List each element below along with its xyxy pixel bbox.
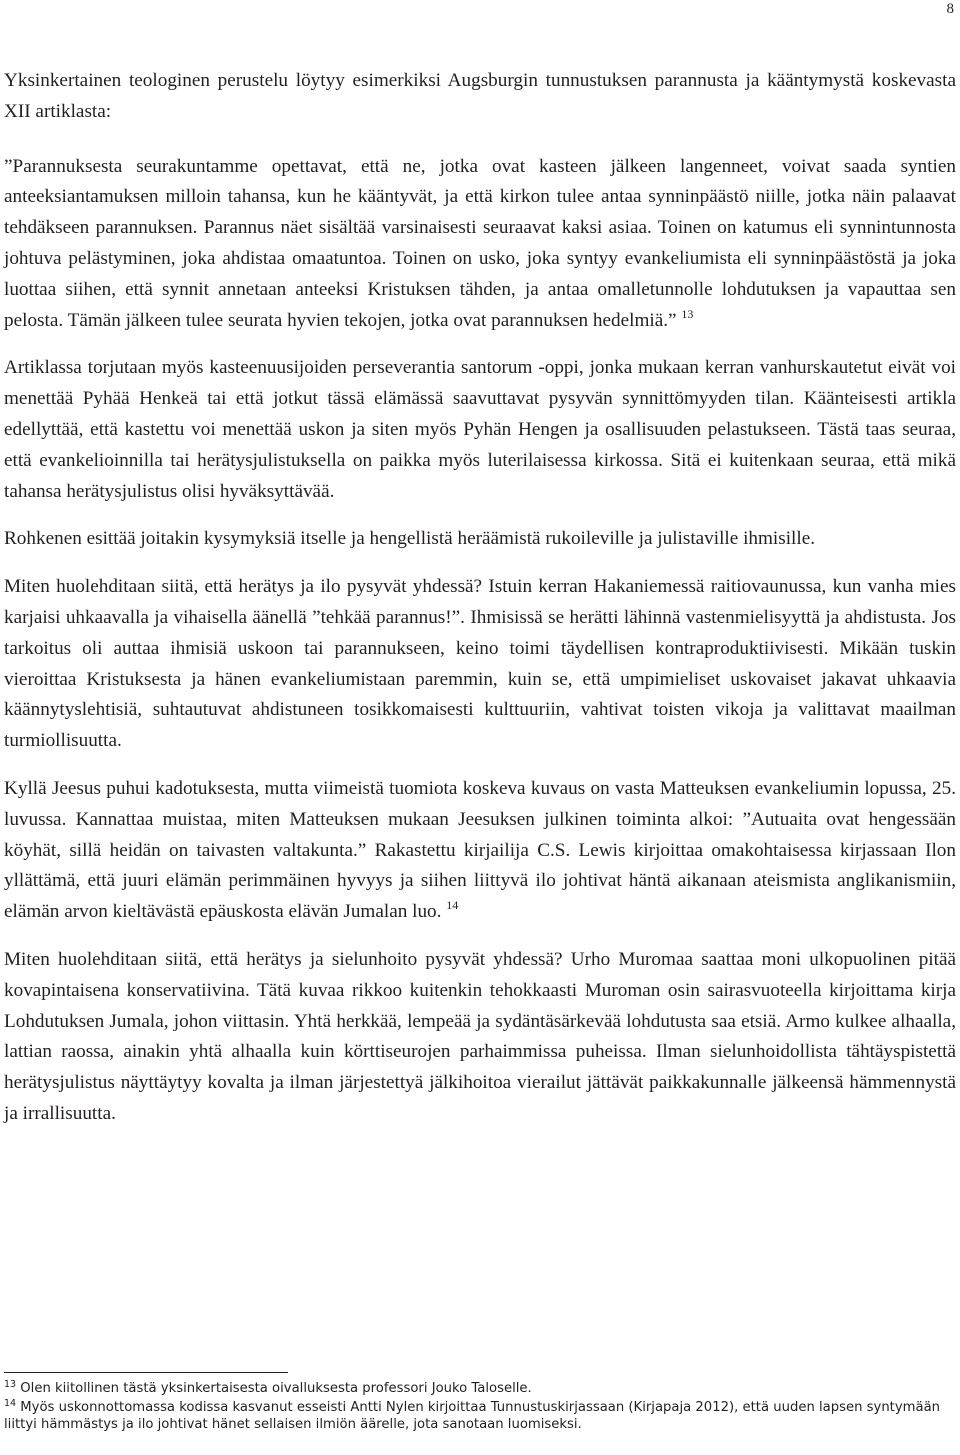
footnotes [4, 1380, 956, 1435]
footnote-text: Olen kiitollinen tästä yksinkertaisesta oivalluksesta professori Jouko Taloselle. [20, 1381, 532, 1396]
footnote-13 [4, 1380, 956, 1397]
intro-paragraph [4, 66, 956, 128]
footnote-14 [4, 1399, 956, 1433]
footnote-text: Myös uskonnottomassa kodissa kasvanut esseisti Antti Nylen kirjoittaa Tunnustuskirjassaan (Kirjapaja 2012), että uuden lapsen syntymään liittyi hämmästys ja ilo johtivat hänet sellaisen ilmiön äärelle, jota sanotaan luomiseksi. [4, 1400, 941, 1432]
paragraph-text: Rohkenen esittää joitakin kysymyksiä itselle ja hengellistä heräämistä rukoileville ja julistaville ihmisille. [4, 528, 816, 550]
footnote-number: 13 [4, 1379, 17, 1390]
footnote-ref-13: 13 [681, 306, 694, 321]
paragraph-text: ”Parannuksesta seurakuntamme opettavat, että ne, jotka ovat kasteen jälkeen langenneet, voivat saada syntien anteeksiantamuksen milloin tahansa, kun he kääntyvät, ja että kirkon tulee antaa synninpäästö niille, jotka näin palaavat tehdäkseen parannuksen. Parannus näet sisältää varsinaisesti seuraavat kaksi asiaa. Toinen on katumus eli synnintunnosta johtuva pelästyminen, joka ahdistaa omaatuntoa. Toinen on usko, joka syntyy evankeliumista eli synninpäästöstä ja joka luottaa siihen, että synnit annetaan anteeksi Kristuksen tähden, ja antaa omalletunnolle lohdutuksen ja vapauttaa sen pelosta. Tämän jälkeen tulee seurata hyvien tekojen, jotka ovat parannuksen hedelmiä.” [4, 155, 956, 331]
footnote-ref-14: 14 [446, 898, 459, 913]
revival-joy-paragraph [4, 572, 956, 757]
judgment-paragraph [4, 774, 956, 928]
article-paragraph [4, 353, 956, 507]
paragraph-text: Artiklassa torjutaan myös kasteenuusijoiden perseverantia santorum -oppi, jonka mukaan kerran vanhurskautetut eivät voi menettää Pyhää Henkeä tai että jotkut tässä elämässä saavuttavat pysyvän synnittömyyden tilan. Käänteisesti artikla edellyttää, että kastettu voi menettää uskon ja siten myös Pyhän Hengen ja osallisuuden pelastukseen. Tästä taas seuraa, että evankelioinnilla tai herätysjulistuksella on paikka myös luterilaisessa kirkossa. Sitä ei kuitenkaan seuraa, että mikä tahansa herätysjulistus olisi hyväksyttävää. [4, 357, 956, 502]
paragraph-text: Miten huolehditaan siitä, että herätys ja sielunhoito pysyvät yhdessä? Urho Muromaa saattaa moni ulkopuolinen pitää kovapintaisena konservatiivina. Tätä kuvaa rikkoo kuitenkin tehokkaasti Muroman osin sairasvuoteella kirjoittama kirja Lohdutuksen Jumala, johon viittasin. Yhtä herkkää, lempeää ja sydäntäsärkevää lohdutusta saa etsiä. Armo kulkee alhaalla, lattian raossa, ainakin yhtä alhaalla kuin körttiseurojen parhaimmissa puheissa. Ilman sielunhoidollista tähtäyspistettä herätysjulistus näyttäytyy kovalta ja ilman järjestettyä jälkihoitoa vierailut jättävät paikkakunnalle jälkeensä hämmennystä ja irrallisuutta. [4, 948, 956, 1124]
paragraph-text: Kyllä Jeesus puhui kadotuksesta, mutta viimeistä tuomiota koskeva kuvaus on vasta Matteuksen evankeliumin lopussa, 25. luvussa. Kannattaa muistaa, miten Matteuksen mukaan Jeesuksen julkinen toiminta alkoi: ”Autuaita ovat hengessään köyhät, sillä heidän on taivasten valtakunta.” Rakastettu kirjailija C.S. Lewis kirjoittaa omakohtaisessa kirjassaan Ilon yllättämä, että juuri elämän perimmäinen hyvyys ja siihen liittyvä ilo johtivat häntä aikanaan ateismista anglikanismiin, elämän arvon kieltävästä epäuskosta elävän Jumalan luo. [4, 777, 956, 923]
questions-intro-paragraph [4, 524, 956, 555]
pastoral-care-paragraph [4, 945, 956, 1130]
page-number: 8 [946, 1, 954, 17]
confession-quote-paragraph [4, 152, 956, 337]
body-text [4, 66, 956, 1147]
footnote-number: 14 [4, 1398, 17, 1409]
paragraph-text: Miten huolehditaan siitä, että herätys ja ilo pysyvät yhdessä? Istuin kerran Hakaniemessä raitiovaunussa, kun vanha mies karjaisi uhkaavalla ja vihaisella äänellä ”tehkää parannus!”. Ihmisissä se herätti lähinnä vastenmielisyyttä ja ahdistusta. Jos tarkoitus oli auttaa ihmisiä uskoon tai parannukseen, keino toimi täydellisen kontraproduktiivisesti. Mikään tuskin vieroittaa Kristuksesta ja hänen evankeliumistaan paremmin, kuin se, että umpimieliset uskovaiset jakavat uhkaavia käännytyslehtisiä, suhtautuvat ahdistuneen tosikkomaisesti kulttuuriin, vahtivat toisten vikoja ja valittavat maailman turmiollisuutta. [4, 576, 956, 752]
paragraph-text: Yksinkertainen teologinen perustelu löytyy esimerkiksi Augsburgin tunnustuksen parannusta ja kääntymystä koskevasta XII artiklasta: [4, 70, 956, 122]
footnote-divider [4, 1372, 288, 1373]
